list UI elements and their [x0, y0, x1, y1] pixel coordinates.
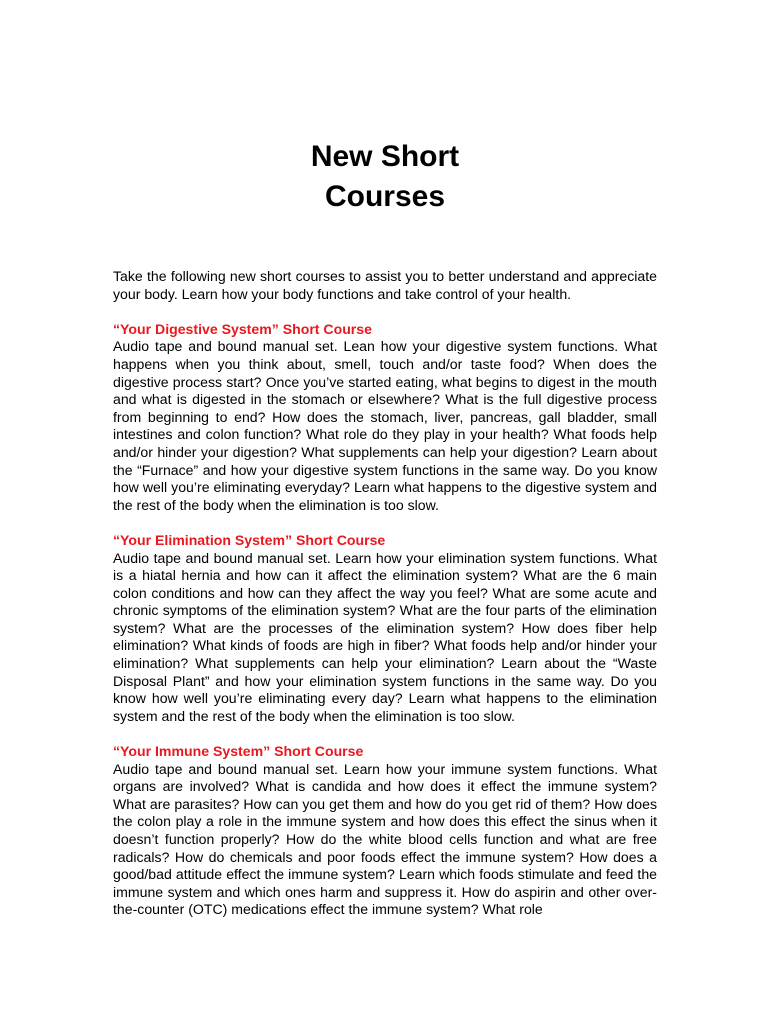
section-body-immune: Audio tape and bound manual set. Learn how your immune system functions. What organs are involved? What is candida and how does it effect the immune system? What are parasites? How can you get them and how do you get rid of them? How does the colon play a role in the immune system and how does this effect the sinus when it doesn’t function properly? How do the white blood cells function and what are free radicals? How do chemicals and poor foods effect the immune system? How does a good/bad attitude effect the immune system? Learn which foods stimulate and feed the immune system and which ones harm and suppress it. How do aspirin and other over-the-counter (OTC) medications effect the immune system? What role — [113, 760, 657, 918]
document-body — [113, 268, 657, 937]
section-digestive — [113, 321, 657, 515]
section-elimination — [113, 532, 657, 726]
intro-paragraph: Take the following new short courses to assist you to better understand and appreciate your body. Learn how your body functions and take control of your health. — [113, 268, 657, 302]
title-line-1: New Short — [310, 140, 460, 173]
section-title-elimination: “Your Elimination System” Short Course — [113, 531, 386, 548]
title-line-2: Courses — [324, 180, 446, 213]
section-title-immune: “Your Immune System” Short Course — [113, 743, 364, 760]
section-body-digestive: Audio tape and bound manual set. Lean how your digestive system functions. What happens when you think about, smell, touch and/or taste food? When does the digestive process start? Once you’ve started eating, what begins to digest in the mouth and what is digested in the stomach or elsewhere? What is the full digestive process from beginning to end? How does the stomach, liver, pancreas, gall bladder, small intestines and colon function? What role do they play in your health? What foods help and/or hinder your digestion? What supplements can help your digestion? Learn about the “Furnace” and how your digestive system functions in the same way. Do you know how well you’re eliminating everyday? Learn what happens to the digestive system and the rest of the body when the elimination is too slow. — [113, 338, 657, 513]
section-immune — [113, 743, 657, 919]
section-title-digestive: “Your Digestive System” Short Course — [113, 320, 372, 337]
page-title — [0, 137, 770, 217]
section-body-elimination: Audio tape and bound manual set. Learn how your elimination system functions. What is a hiatal hernia and how can it affect the elimination system? What are the 6 main colon conditions and how can they affect the way you feel? What are some acute and chronic symptoms of the elimination system? What are the four parts of the elimination system? What are the processes of the elimination system? How does fiber help elimination? What kinds of foods are high in fiber? What foods help and/or hinder your elimination? What supplements can help your elimination? Learn about the “Waste Disposal Plant” and how your elimination system functions in the same way. Do you know how well you’re eliminating every day? Learn what happens to the elimination system and the rest of the body when the elimination is too slow. — [113, 549, 657, 724]
